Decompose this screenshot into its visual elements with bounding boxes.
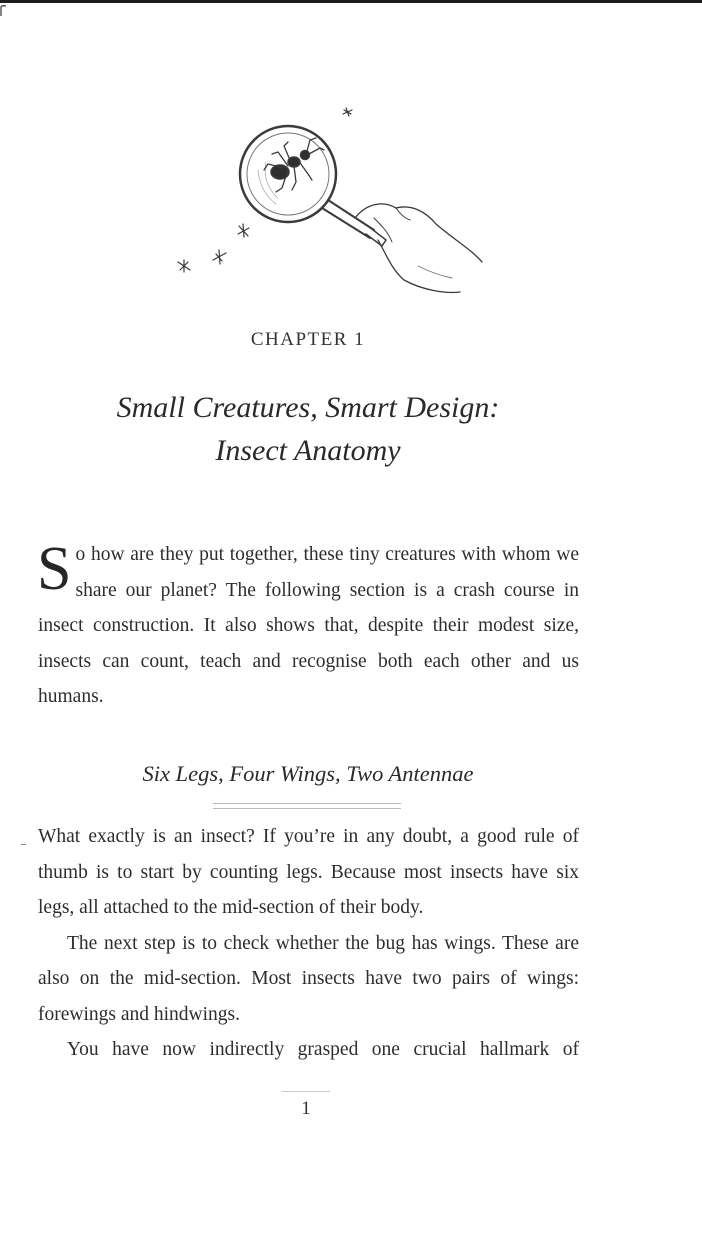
chapter-title xyxy=(0,386,616,472)
drop-cap: S xyxy=(37,535,72,603)
top-edge-rule xyxy=(0,0,702,3)
intro-text: o how are they put together, these tiny creatures with whom we share our planet? The following section is a crash course in insect construction. It also shows that, despite their modest size, insects can count, teach and recognise both each other and us humans. xyxy=(38,544,579,707)
page-number: 1 xyxy=(301,1098,311,1119)
chapter-label: CHAPTER 1 xyxy=(250,329,366,350)
intro-paragraph xyxy=(38,537,579,715)
body-text xyxy=(38,819,579,1068)
magnifying-glass-with-ant-icon xyxy=(160,100,500,300)
margin-tick-mark xyxy=(21,844,26,845)
corner-mark xyxy=(0,4,8,18)
body-paragraph-1: What exactly is an insect? If you’re in any doubt, a good rule of thumb is to start by counting legs. Because most insects have six legs, all attached to the mid-section of their body. xyxy=(38,826,579,918)
section-heading: Six Legs, Four Wings, Two Antennae xyxy=(142,761,474,786)
page-number-rule xyxy=(282,1091,330,1092)
section-divider xyxy=(213,803,401,809)
body-paragraph-2: The next step is to check whether the bug has wings. These are also on the mid-section. Most insects have two pairs of wings: forewings and hindwings. xyxy=(38,932,579,1025)
chapter-title-line-1: Small Creatures, Smart Design: xyxy=(116,391,500,424)
body-paragraph-3: You have now indirectly grasped one crucial hallmark of xyxy=(67,1039,579,1060)
chapter-title-line-2: Insect Anatomy xyxy=(215,434,401,467)
